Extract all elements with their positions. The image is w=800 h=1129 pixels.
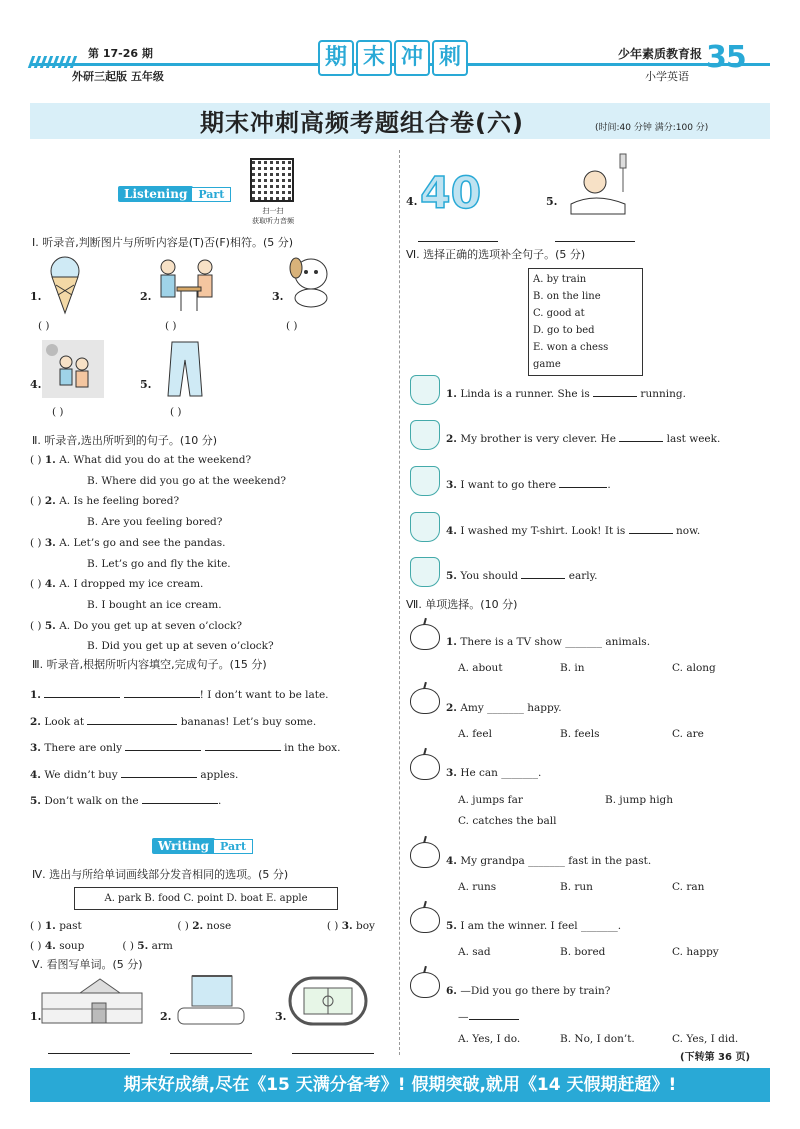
option-b: B. Let’s go and fly the kite. [87,557,231,570]
option-a: A. Is he feeling bored? [59,495,180,508]
item-num: 4. [446,525,457,537]
section-2-list [30,450,286,657]
trousers-image [160,338,210,400]
writing-part-label [152,838,253,856]
listening-label: Listening [118,186,193,202]
question-item [30,533,286,554]
mc-option-b: B. run [560,881,593,893]
section-7-heading: Ⅶ. 单项选择。(10 分) [406,598,518,611]
mc-option-c: C. ran [672,881,705,893]
answer-blank[interactable] [619,432,663,442]
answer-blank[interactable] [124,688,200,698]
mc-option-b: B. in [560,662,585,674]
answer-paren[interactable]: ( ) [30,578,42,591]
answer-paren[interactable]: ( ) [30,940,42,952]
mc-stem: My grandpa _______ fast in the past. [460,855,652,867]
item-num: 5. [30,795,41,807]
section-3-heading: Ⅲ. 听录音,根据所听内容填空,完成句子。(15 分) [32,658,267,671]
answer-apple-icon[interactable] [410,754,440,780]
page-number: 35 [706,40,746,75]
answer-apple-icon[interactable] [410,907,440,933]
answer-apple-icon[interactable] [410,842,440,868]
answer-blank[interactable] [418,232,498,242]
section-3-list [30,682,340,815]
pic-num: 3. [272,290,284,303]
title-meta: (时间:40 分钟 满分:100 分) [595,123,709,133]
choice-post: last week. [666,433,721,445]
mc-stem: Amy _______ happy. [460,702,562,714]
answer-vase-icon[interactable] [410,466,440,496]
choice-pre: Linda is a runner. She is [460,388,590,400]
choice-item [446,478,611,491]
part-label: Part [213,839,253,854]
mc-option-b: B. feels [560,728,600,740]
phonics-word: arm [151,940,173,952]
option: D. go to bed [533,325,595,336]
item-num: 1. [446,636,457,648]
banner-char: 末 [356,40,392,76]
mc-option-c: C. Yes, I did. [672,1033,739,1045]
farm-image [40,975,144,1027]
question-item [30,574,286,595]
answer-blank[interactable] [121,768,197,778]
mc-question [446,855,651,867]
mc-question [446,767,541,779]
kids-playing-image [42,340,104,398]
answer-blank[interactable] [48,1044,130,1054]
answer-blank[interactable] [292,1044,374,1054]
pic-num: 1. [30,290,42,303]
phonics-item [122,936,172,956]
answer-blank[interactable] [593,387,637,397]
choice-pre: I washed my T-shirt. Look! It is [460,525,626,537]
choice-post: early. [568,570,598,582]
item-num: 3. [446,479,457,491]
answer-blank[interactable] [125,741,201,751]
mc-option-b: B. jump high [605,794,674,806]
item-num: 2. [30,715,41,728]
option-b: B. Where did you go at the weekend? [87,474,287,487]
mc-stem: He can _______. [460,767,542,779]
fill-pre: There are only [44,742,123,754]
edition-label: 外研三起版 五年级 [72,70,164,83]
choice-pre: My brother is very clever. He [460,433,616,445]
phonics-item [30,936,84,956]
mc-stem: —Did you go there by train? [460,985,611,997]
continued-note: (下转第 36 页) [680,1052,751,1063]
answer-blank[interactable] [469,1010,519,1020]
item-num: 4. [30,768,41,781]
item-num: 2. [446,702,457,714]
mc-option-a: A. runs [458,881,497,893]
answer-paren[interactable]: ( ) [170,406,182,418]
pic-num: 3. [275,1010,287,1023]
column-divider [399,150,400,1055]
option: A. by train [533,274,587,285]
section-2-heading: Ⅱ. 听录音,选出所听到的句子。(10 分) [32,434,217,447]
item-num: 5. [44,619,56,632]
pic-num: 4. [30,378,42,391]
qr-note-line: 扫一扫 [262,207,284,215]
mc-option-a: A. about [458,662,503,674]
choice-item [446,387,686,400]
option: E. won a chess game [533,342,609,370]
choice-post: . [607,479,611,491]
mc-option-b: B. No, I don’t. [560,1033,635,1045]
fill-post: . [217,795,222,807]
mc-option-a: A. Yes, I do. [458,1033,521,1045]
item-num: 4. [44,578,56,591]
item-num: 1. [446,388,457,400]
answer-paren[interactable]: ( ) [30,495,42,508]
section-6-heading: Ⅵ. 选择正确的选项补全句子。(5 分) [406,248,586,261]
fill-post: in the box. [284,742,341,754]
answer-paren[interactable]: ( ) [30,536,42,549]
banner-char: 刺 [432,40,468,76]
fill-post: bananas! Let’s buy some. [180,715,317,728]
mc-question [446,636,650,648]
mc-reply-line [458,1010,519,1023]
option-b: B. I bought an ice cream. [87,598,222,611]
answer-paren[interactable]: ( ) [30,454,42,466]
item-num: 3. [446,767,457,779]
option-b: B. Did you get up at seven o’clock? [87,640,274,653]
choice-item [446,569,598,582]
question-item [30,616,286,637]
mc-option-a: A. feel [458,728,492,740]
dog-image [286,254,336,310]
section-4-list [30,916,375,956]
section-4-heading: Ⅳ. 选出与所给单词画线部分发音相同的选项。(5 分) [32,868,289,881]
answer-apple-icon[interactable] [410,972,440,998]
pic-num: 2. [140,290,152,303]
answer-blank[interactable] [555,232,635,242]
answer-blank[interactable] [559,478,607,488]
ice-cream-image [46,255,84,315]
bathroom-image [172,972,250,1028]
answer-paren[interactable]: ( ) [30,920,42,932]
option-a: A. Let’s go and see the pandas. [59,536,226,549]
item-num: 6. [446,985,457,997]
mc-question [446,702,562,714]
mc-option-a: A. jumps far [458,794,523,806]
answer-blank[interactable] [142,794,218,804]
section-1-heading: Ⅰ. 听录音,判断图片与所听内容是(T)否(F)相符。(5 分) [32,236,294,249]
choice-item [446,524,700,537]
qr-note [248,206,298,226]
banner [318,40,478,78]
item-num: 2. [446,433,457,445]
banner-char: 期 [318,40,354,76]
answer-paren[interactable]: ( ) [52,406,64,418]
section-5-heading: Ⅴ. 看图写单词。(5 分) [32,958,143,971]
answer-apple-icon[interactable] [410,624,440,650]
item-num: 1. [44,920,56,932]
mc-stem: I am the winner. I feel _______. [460,920,622,932]
fill-pre: We didn’t buy [44,768,118,781]
mc-option-c: C. happy [672,946,719,958]
fill-item [30,682,340,709]
item-num: 1. [44,454,56,466]
fill-pre: Look at [44,715,85,728]
item-num: 2. [44,495,56,508]
item-num: 4. [44,940,56,952]
answer-blank[interactable] [521,569,565,579]
question-item [30,491,286,512]
answer-blank[interactable] [170,1044,252,1054]
answer-blank[interactable] [87,715,177,725]
fill-item [30,735,340,762]
pic-num: 2. [160,1010,172,1023]
mc-option-c: C. are [672,728,704,740]
fill-pre: Don’t walk on the [44,795,139,807]
answer-paren[interactable]: ( ) [38,320,50,332]
section-4-options: A. park B. food C. point D. boat E. apple [74,887,338,910]
banner-char: 冲 [394,40,430,76]
item-num: 3. [341,920,353,932]
fill-item [30,709,340,736]
answer-paren[interactable]: ( ) [122,940,134,952]
option: B. on the line [533,291,601,302]
mc-question [446,920,621,932]
option-a: A. Do you get up at seven o’clock? [59,619,242,632]
writing-label: Writing [152,838,215,854]
item-num: 4. [446,855,457,867]
answer-vase-icon[interactable] [410,420,440,450]
answer-paren[interactable]: ( ) [30,619,42,632]
mc-option-b: B. bored [560,946,606,958]
phonics-word: soup [59,940,85,952]
answer-vase-icon[interactable] [410,557,440,587]
pic-num: 5. [546,195,558,208]
question-item [30,450,286,471]
answer-blank[interactable] [205,741,281,751]
option: C. good at [533,308,585,319]
sick-boy-image [565,152,635,220]
answer-paren[interactable]: ( ) [177,920,189,932]
footer-banner: 期末好成绩,尽在《15 天满分备考》! 假期突破,就用《14 天假期赶超》! [30,1068,770,1102]
choice-pre: You should [460,570,519,582]
forty-image: 40 [420,168,482,219]
mc-stem: There is a TV show _______ animals. [460,636,651,648]
phonics-word: nose [206,920,232,932]
choice-item [446,432,720,445]
answer-paren[interactable]: ( ) [286,320,298,332]
option-a: A. I dropped my ice cream. [59,578,204,591]
stadium-image [288,976,368,1026]
item-num: 3. [44,536,56,549]
answer-vase-icon[interactable] [410,375,440,405]
choice-post: now. [676,525,701,537]
phonics-item [30,916,82,936]
mc-option-c: C. catches the ball [458,815,557,827]
answer-blank[interactable] [629,524,673,534]
item-num: 3. [30,742,41,754]
pic-num: 5. [140,378,152,391]
choice-pre: I want to go there [460,479,557,491]
item-num: 5. [446,920,457,932]
subject-label: 小学英语 [645,70,689,83]
fill-post: ! I don’t want to be late. [199,689,329,701]
phonics-word: boy [356,920,375,932]
mc-question [446,985,610,997]
issue-number: 第 17-26 期 [88,47,153,60]
fill-item [30,762,340,789]
listening-part-label [118,186,231,204]
phonics-item [177,916,231,936]
dash: — [458,1011,469,1023]
answer-apple-icon[interactable] [410,688,440,714]
part-label: Part [191,187,231,202]
option-a: A. What did you do at the weekend? [59,454,252,466]
item-num: 5. [137,940,149,952]
answer-paren[interactable]: ( ) [165,320,177,332]
fill-post: apples. [200,768,239,781]
answer-vase-icon[interactable] [410,512,440,542]
phonics-word: past [59,920,82,932]
phonics-item [327,916,375,936]
item-num: 2. [192,920,204,932]
answer-blank[interactable] [44,688,120,698]
page-title: 期末冲刺高频考题组合卷(六) [200,109,524,137]
option-b: B. Are you feeling bored? [87,516,223,529]
answer-paren[interactable]: ( ) [326,920,339,932]
pic-num: 4. [406,195,418,208]
newspaper-name: 少年素质教育报 [618,47,703,61]
qr-code[interactable] [250,158,294,202]
mc-option-c: C. along [672,662,716,674]
choice-post: running. [640,388,686,400]
section-6-options [528,268,643,376]
kids-desk-image [153,255,223,315]
item-num: 1. [30,689,41,701]
fill-item [30,788,340,815]
qr-note-line: 获取听力音频 [252,217,294,225]
pic-num: 1. [30,1010,42,1023]
mc-option-a: A. sad [458,946,491,958]
item-num: 5. [446,570,457,582]
